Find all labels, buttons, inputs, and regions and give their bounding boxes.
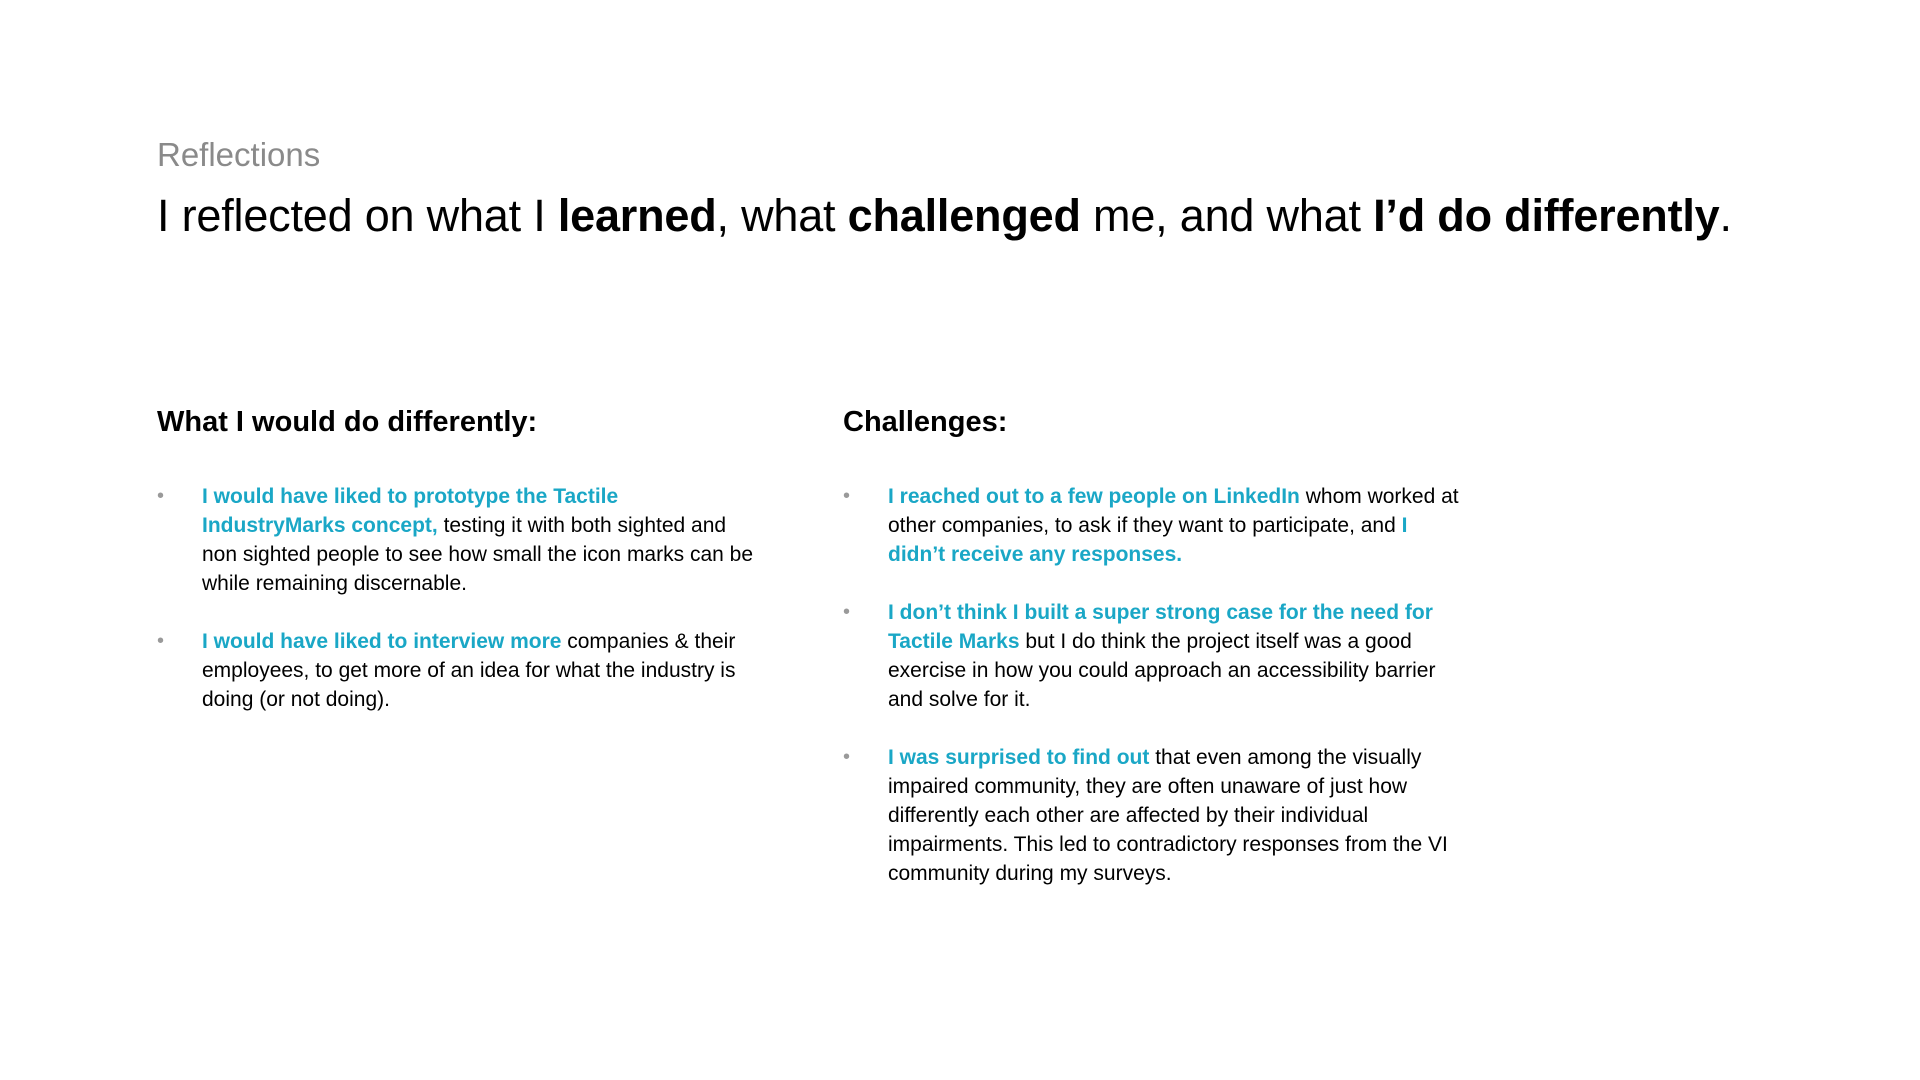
- body-text: that even among the visually impaired community, they are often unaware of just how differently each other are affected by their individual impairments. This led to contradictory responses from the VI community during my surveys.: [888, 746, 1448, 885]
- challenges-heading: Challenges:: [843, 406, 1008, 438]
- bullet-marker: •: [843, 601, 851, 623]
- highlight-text: I was surprised to find out: [888, 746, 1150, 769]
- list-item: [157, 627, 757, 714]
- highlight-text: I would have liked to prototype the Tactile IndustryMarks concept,: [202, 485, 619, 537]
- body-text: testing it with both sighted and non sighted people to see how small the icon marks can be while remaining discernable.: [202, 514, 753, 595]
- list-item: [843, 482, 1463, 569]
- differently-column: [157, 400, 757, 743]
- bullet-marker: •: [157, 630, 165, 652]
- challenges-list: [843, 482, 1463, 888]
- body-text: companies & their employees, to get more of an idea for what the industry is doing (or not doing).: [202, 630, 736, 711]
- headline-text-1: I reflected on what I: [157, 190, 558, 241]
- headline-emphasis-challenged: challenged: [847, 190, 1081, 241]
- bullet-marker: •: [157, 485, 165, 507]
- highlight-text: I reached out to a few people on LinkedIn: [888, 485, 1300, 508]
- slide-headline: [157, 188, 1732, 244]
- challenges-column: [843, 400, 1463, 917]
- headline-text-2: , what: [716, 190, 848, 241]
- headline-emphasis-learned: learned: [557, 190, 717, 241]
- headline-text-4: .: [1719, 190, 1732, 241]
- highlight-text: I didn’t receive any responses.: [888, 514, 1408, 566]
- headline-text-3: me, and what: [1080, 190, 1374, 241]
- differently-list: [157, 482, 757, 714]
- bullet-marker: •: [843, 746, 851, 768]
- body-text: whom worked at other companies, to ask if they want to participate, and: [888, 485, 1459, 537]
- list-item: [157, 482, 757, 598]
- bullet-marker: •: [843, 485, 851, 507]
- body-text: but I do think the project itself was a good exercise in how you could approach an accessibility barrier and solve for it.: [888, 630, 1436, 711]
- highlight-text: I would have liked to interview more: [202, 630, 562, 653]
- list-item: [843, 598, 1463, 714]
- section-eyebrow: Reflections: [157, 136, 321, 173]
- list-item: [843, 743, 1463, 888]
- highlight-text: I don’t think I built a super strong case for the need for Tactile Marks: [888, 601, 1433, 653]
- differently-heading: What I would do differently:: [157, 406, 538, 438]
- headline-emphasis-differently: I’d do differently: [1373, 190, 1720, 241]
